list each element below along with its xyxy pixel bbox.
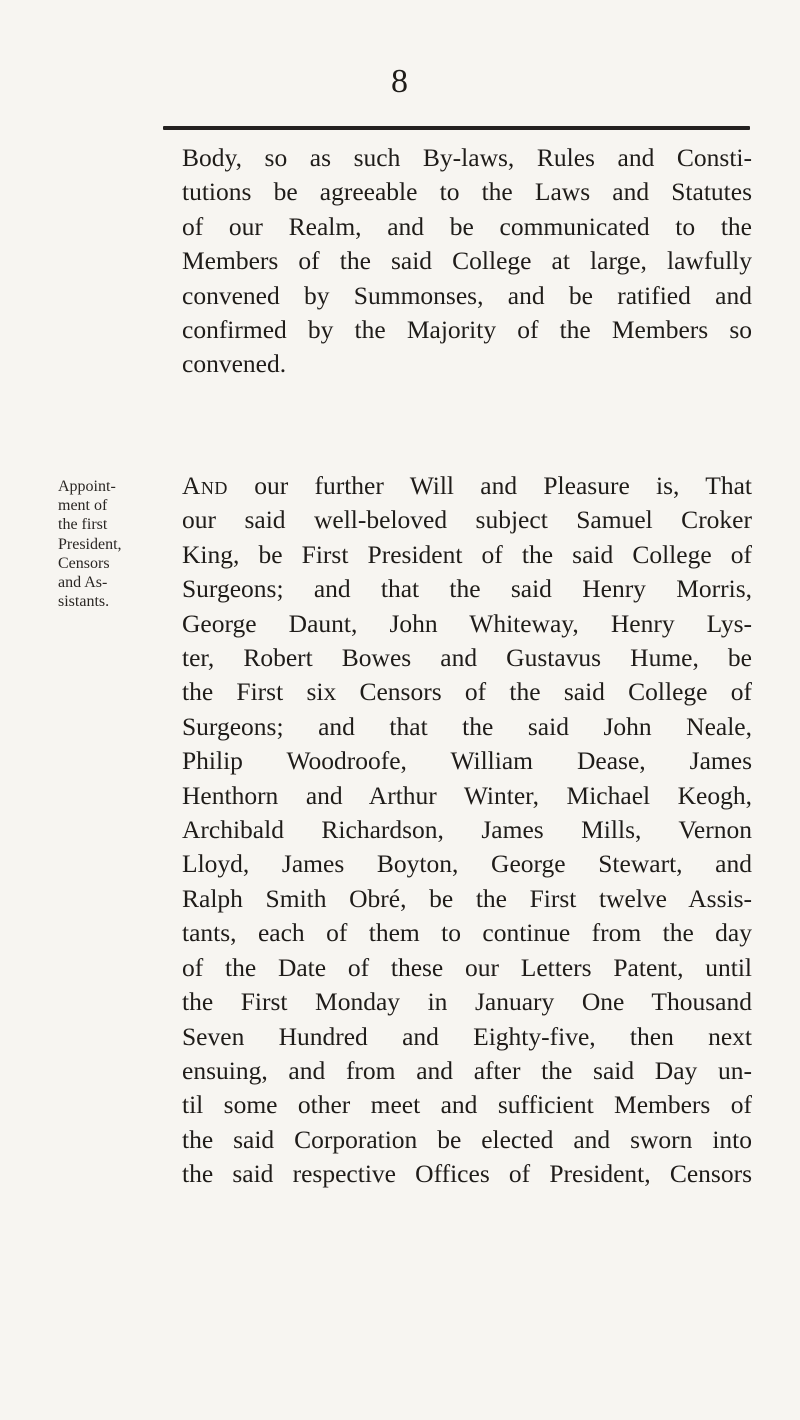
text-line: Henthorn and Arthur Winter, Michael Keogh, xyxy=(182,780,752,810)
text-line: the said respective Offices of President, Censors xyxy=(182,1159,752,1189)
text-line: the First six Censors of the said College of xyxy=(182,677,752,707)
paragraph-2 xyxy=(182,469,752,1192)
marginal-note-line: President, xyxy=(58,535,122,553)
text-line: Archibald Richardson, James Mills, Vernon xyxy=(182,815,752,845)
text-line: ter, Robert Bowes and Gustavus Hume, be xyxy=(182,643,752,673)
paragraph-1 xyxy=(182,141,752,382)
text-line: convened. xyxy=(182,349,287,379)
text-line: Surgeons; and that the said John Neale, xyxy=(182,711,752,741)
marginal-note-line: the first xyxy=(58,516,108,534)
text-line: Surgeons; and that the said Henry Morris, xyxy=(182,574,752,604)
text-line: our said well-beloved subject Samuel Croker xyxy=(182,505,752,535)
text-line: of our Realm, and be communicated to the xyxy=(182,211,752,241)
page-number: 8 xyxy=(391,63,409,100)
text-line: the First Monday in January One Thousand xyxy=(182,987,752,1017)
text-line: Philip Woodroofe, William Dease, James xyxy=(182,746,752,776)
marginal-note-line: Appoint- xyxy=(58,478,116,495)
text-line: Ralph Smith Obré, be the First twelve Assis- xyxy=(182,883,752,913)
text-line: convened by Summonses, and be ratified and xyxy=(182,280,752,310)
text-line: Body, so as such By-laws, Rules and Consti- xyxy=(182,143,752,172)
marginal-note-line: and As- xyxy=(58,574,108,592)
marginal-note xyxy=(58,477,182,611)
text-line: ensuing, and from and after the said Day un- xyxy=(182,1055,752,1085)
first-line-rest: our further Will and Pleasure is, That xyxy=(227,471,752,500)
marginal-note-line: ment of xyxy=(58,497,108,515)
text-line: George Daunt, John Whiteway, Henry Lys- xyxy=(182,608,752,638)
marginal-note-line: sistants. xyxy=(58,593,110,611)
text-line-first xyxy=(182,469,752,503)
lead-in-word: And xyxy=(182,471,228,500)
marginal-note-line: Censors xyxy=(58,554,110,572)
text-line: Members of the said College at large, lawfully xyxy=(182,246,752,276)
text-line: confirmed by the Majority of the Members so xyxy=(182,315,752,345)
text-line: of the Date of these our Letters Patent, until xyxy=(182,952,752,982)
text-line: til some other meet and sufficient Members of xyxy=(182,1090,752,1120)
text-line: tants, each of them to continue from the day xyxy=(182,918,752,948)
text-line: the said Corporation be elected and sworn into xyxy=(182,1124,752,1154)
text-line: Lloyd, James Boyton, George Stewart, and xyxy=(182,849,752,879)
text-line: King, be First President of the said College of xyxy=(182,539,752,569)
text-line: Seven Hundred and Eighty-five, then next xyxy=(182,1021,752,1051)
text-line: tutions be agreeable to the Laws and Statutes xyxy=(182,177,752,207)
header-rule xyxy=(163,126,750,130)
